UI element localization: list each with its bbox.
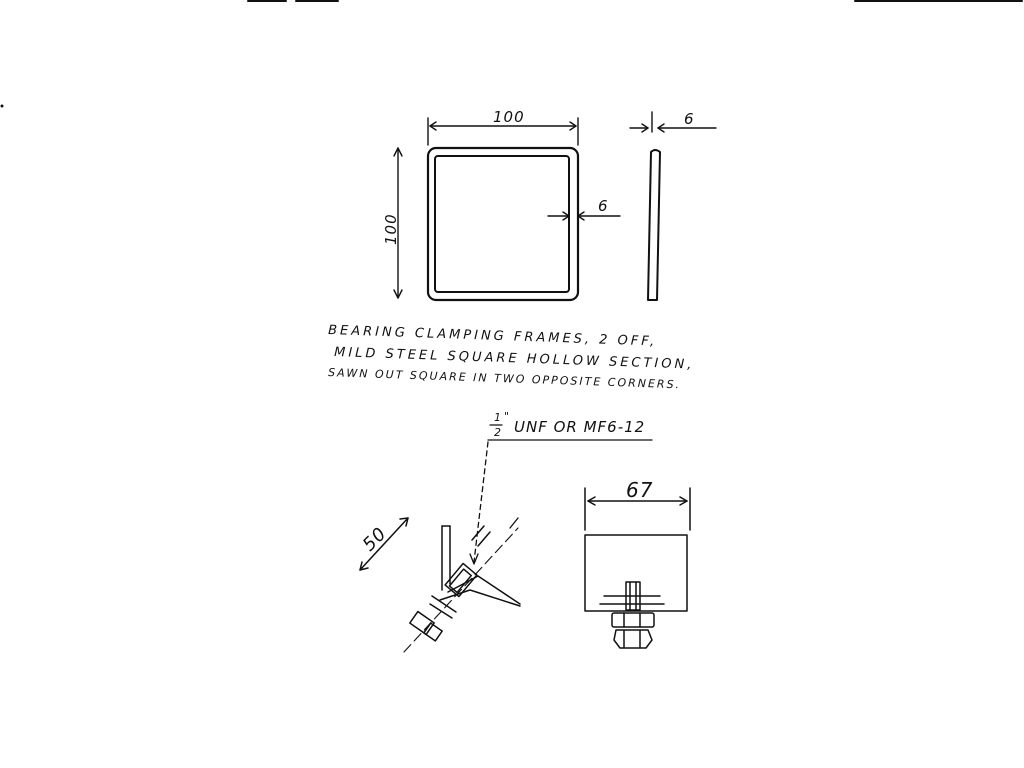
bolt-fraction-numerator: 1 [494,411,502,424]
note-line-3: SAWN OUT SQUARE IN TWO OPPOSITE CORNERS. [327,366,682,392]
width-dimension-label: 100 [493,108,525,126]
wall-dimension-label: 6 [598,197,609,215]
bolt-fraction-denominator: 2 [494,426,502,439]
frame-outer-edge [428,148,578,300]
plate-view [585,488,690,648]
wall-dimension [548,212,620,220]
thickness-dimension [630,112,716,132]
thickness-dimension-label: 6 [684,110,695,128]
diagonal-dimension-label: 50 [358,523,392,556]
height-dimension-label: 100 [382,213,400,245]
bolt-inch-mark: " [504,410,511,423]
frame-front-view [428,148,578,300]
plate-width-dimension-label: 67 [626,478,654,502]
note-line-1: BEARING CLAMPING FRAMES, 2 OFF, [327,323,658,350]
frame-inner-edge [435,156,569,292]
bolt-leader-line [474,442,488,562]
stray-mark [1,105,4,108]
description-note [328,323,695,391]
frame-side-view [648,150,660,300]
bolt-callout [470,410,652,564]
note-line-2: MILD STEEL SQUARE HOLLOW SECTION, [333,345,695,373]
bolt-label: UNF OR MF6-12 [514,418,646,436]
